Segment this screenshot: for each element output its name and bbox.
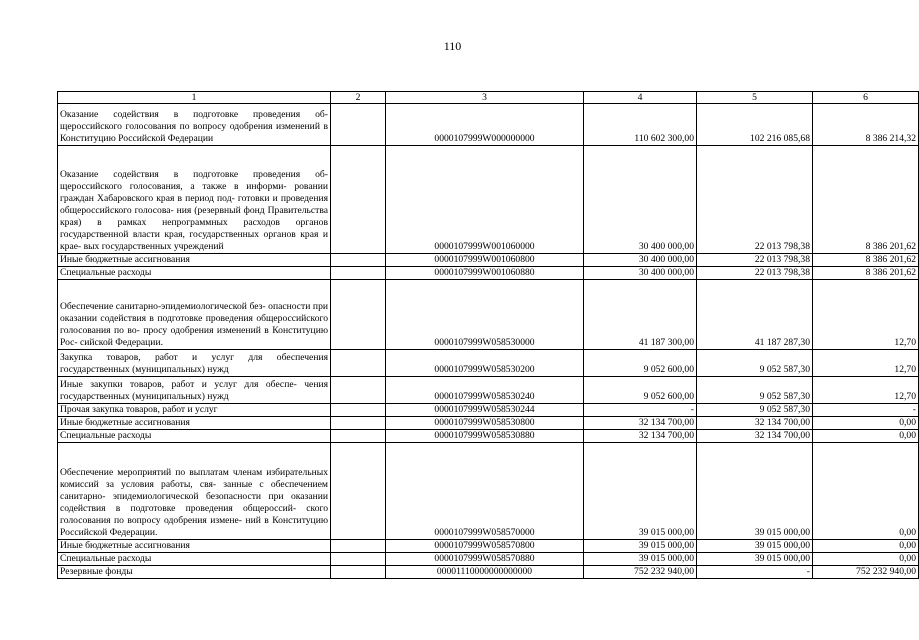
row-amount-executed-cell: - (697, 566, 813, 579)
row-name-cell: Оказание содействия в подготовке проведения об- щероссийского голосования по вопросу одобрения изменений в Конституцию Российской Федерации (58, 104, 331, 146)
row-col2-cell (331, 280, 386, 350)
row-name-cell: Специальные расходы (58, 267, 331, 280)
row-col2-cell (331, 540, 386, 553)
row-code-cell: 0000107999W058530244 (386, 404, 584, 417)
row-amount-remaining-cell: 12,70 (813, 350, 919, 377)
budget-table (57, 91, 919, 579)
header-cell-4: 4 (584, 92, 697, 104)
table-row (58, 146, 919, 254)
row-code-cell: 00001110000000000000 (386, 566, 584, 579)
row-name-cell: Иные бюджетные ассигнования (58, 540, 331, 553)
row-col2-cell (331, 377, 386, 404)
row-col2-cell (331, 566, 386, 579)
row-amount-executed-cell: 9 052 587,30 (697, 350, 813, 377)
row-amount-remaining-cell: 752 232 940,00 (813, 566, 919, 579)
row-col2-cell (331, 430, 386, 443)
header-cell-3: 3 (386, 92, 584, 104)
row-amount-executed-cell: 22 013 798,38 (697, 267, 813, 280)
row-code-cell: 0000107999W001060800 (386, 254, 584, 267)
row-amount-planned-cell: 30 400 000,00 (584, 254, 697, 267)
row-amount-remaining-cell: 8 386 214,32 (813, 104, 919, 146)
header-cell-2: 2 (331, 92, 386, 104)
row-amount-planned-cell: 39 015 000,00 (584, 443, 697, 540)
row-col2-cell (331, 417, 386, 430)
row-amount-planned-cell: 30 400 000,00 (584, 267, 697, 280)
row-code-cell: 0000107999W058530200 (386, 350, 584, 377)
row-col2-cell (331, 146, 386, 254)
table-row (58, 553, 919, 566)
row-amount-remaining-cell: 8 386 201,62 (813, 254, 919, 267)
table-row (58, 404, 919, 417)
row-col2-cell (331, 443, 386, 540)
row-amount-planned-cell: - (584, 404, 697, 417)
table-row (58, 417, 919, 430)
row-col2-cell (331, 104, 386, 146)
row-code-cell: 0000107999W001060880 (386, 267, 584, 280)
row-name-cell: Закупка товаров, работ и услуг для обеспечения государственных (муниципальных) нужд (58, 350, 331, 377)
header-row (58, 92, 919, 104)
row-name-cell: Резервные фонды (58, 566, 331, 579)
row-amount-remaining-cell: 0,00 (813, 443, 919, 540)
row-col2-cell (331, 350, 386, 377)
row-amount-remaining-cell: 8 386 201,62 (813, 267, 919, 280)
row-amount-planned-cell: 41 187 300,00 (584, 280, 697, 350)
row-amount-executed-cell: 39 015 000,00 (697, 540, 813, 553)
row-code-cell: 0000107999W058570880 (386, 553, 584, 566)
table-row (58, 267, 919, 280)
row-amount-remaining-cell: 0,00 (813, 540, 919, 553)
row-amount-planned-cell: 39 015 000,00 (584, 540, 697, 553)
row-col2-cell (331, 267, 386, 280)
row-amount-remaining-cell: 0,00 (813, 553, 919, 566)
row-name-cell: Обеспечение мероприятий по выплатам членам избирательных комиссий за условия работы, свя- занные с обеспечением санитарно- эпидемиологической безопасности при оказании содействия в подготовке проведения общероссий- ского голосования по вопросу одобрения измене- ний в Конституцию Российской Федерации. (58, 443, 331, 540)
row-amount-executed-cell: 9 052 587,30 (697, 377, 813, 404)
row-code-cell: 0000107999W000000000 (386, 104, 584, 146)
row-name-cell: Обеспечение санитарно-эпидемиологической без- опасности при оказании содействия в подготовке проведения общероссийского голосования по во- просу одобрения изменений в Конституцию Рос- сийской Федерации. (58, 280, 331, 350)
row-amount-executed-cell: 41 187 287,30 (697, 280, 813, 350)
row-code-cell: 0000107999W058530240 (386, 377, 584, 404)
row-amount-executed-cell: 32 134 700,00 (697, 417, 813, 430)
row-code-cell: 0000107999W058570800 (386, 540, 584, 553)
row-name-cell: Иные бюджетные ассигнования (58, 254, 331, 267)
row-name-cell: Прочая закупка товаров, работ и услуг (58, 404, 331, 417)
row-col2-cell (331, 254, 386, 267)
table-row (58, 377, 919, 404)
row-code-cell: 0000107999W001060000 (386, 146, 584, 254)
row-name-cell: Оказание содействия в подготовке проведения об- щероссийского голосования, а также в информи- ровании граждан Хабаровского края в период под- готовки и проведения общероссийского голосова- ния (резервный фонд Правительства края) в рамках непрограммных расходов органов государственной власти края, государственных органов края и крае- вых государственных учреждений (58, 146, 331, 254)
table-row (58, 104, 919, 146)
row-col2-cell (331, 404, 386, 417)
header-cell-5: 5 (697, 92, 813, 104)
row-code-cell: 0000107999W058530000 (386, 280, 584, 350)
row-code-cell: 0000107999W058530880 (386, 430, 584, 443)
row-amount-planned-cell: 9 052 600,00 (584, 377, 697, 404)
row-amount-executed-cell: 32 134 700,00 (697, 430, 813, 443)
table-row (58, 540, 919, 553)
header-cell-6: 6 (813, 92, 919, 104)
row-name-cell: Иные бюджетные ассигнования (58, 417, 331, 430)
row-amount-remaining-cell: - (813, 404, 919, 417)
table-row (58, 280, 919, 350)
row-amount-planned-cell: 32 134 700,00 (584, 417, 697, 430)
row-amount-remaining-cell: 0,00 (813, 417, 919, 430)
row-amount-executed-cell: 39 015 000,00 (697, 443, 813, 540)
row-amount-executed-cell: 22 013 798,38 (697, 254, 813, 267)
row-amount-remaining-cell: 12,70 (813, 377, 919, 404)
table-row (58, 350, 919, 377)
row-amount-planned-cell: 39 015 000,00 (584, 553, 697, 566)
row-amount-executed-cell: 102 216 085,68 (697, 104, 813, 146)
row-amount-executed-cell: 39 015 000,00 (697, 553, 813, 566)
row-amount-remaining-cell: 8 386 201,62 (813, 146, 919, 254)
header-cell-1: 1 (58, 92, 331, 104)
row-code-cell: 0000107999W058570000 (386, 443, 584, 540)
table-row (58, 254, 919, 267)
row-amount-planned-cell: 30 400 000,00 (584, 146, 697, 254)
row-amount-executed-cell: 9 052 587,30 (697, 404, 813, 417)
row-amount-remaining-cell: 0,00 (813, 430, 919, 443)
row-name-cell: Специальные расходы (58, 430, 331, 443)
row-amount-planned-cell: 752 232 940,00 (584, 566, 697, 579)
page-number: 110 (443, 39, 462, 53)
row-code-cell: 0000107999W058530800 (386, 417, 584, 430)
row-amount-planned-cell: 9 052 600,00 (584, 350, 697, 377)
row-amount-planned-cell: 32 134 700,00 (584, 430, 697, 443)
table-row (58, 566, 919, 579)
row-amount-planned-cell: 110 602 300,00 (584, 104, 697, 146)
row-amount-remaining-cell: 12,70 (813, 280, 919, 350)
table-row (58, 430, 919, 443)
row-name-cell: Иные закупки товаров, работ и услуг для обеспе- чения государственных (муниципальных) нужд (58, 377, 331, 404)
table-row (58, 443, 919, 540)
row-amount-executed-cell: 22 013 798,38 (697, 146, 813, 254)
row-col2-cell (331, 553, 386, 566)
row-name-cell: Специальные расходы (58, 553, 331, 566)
